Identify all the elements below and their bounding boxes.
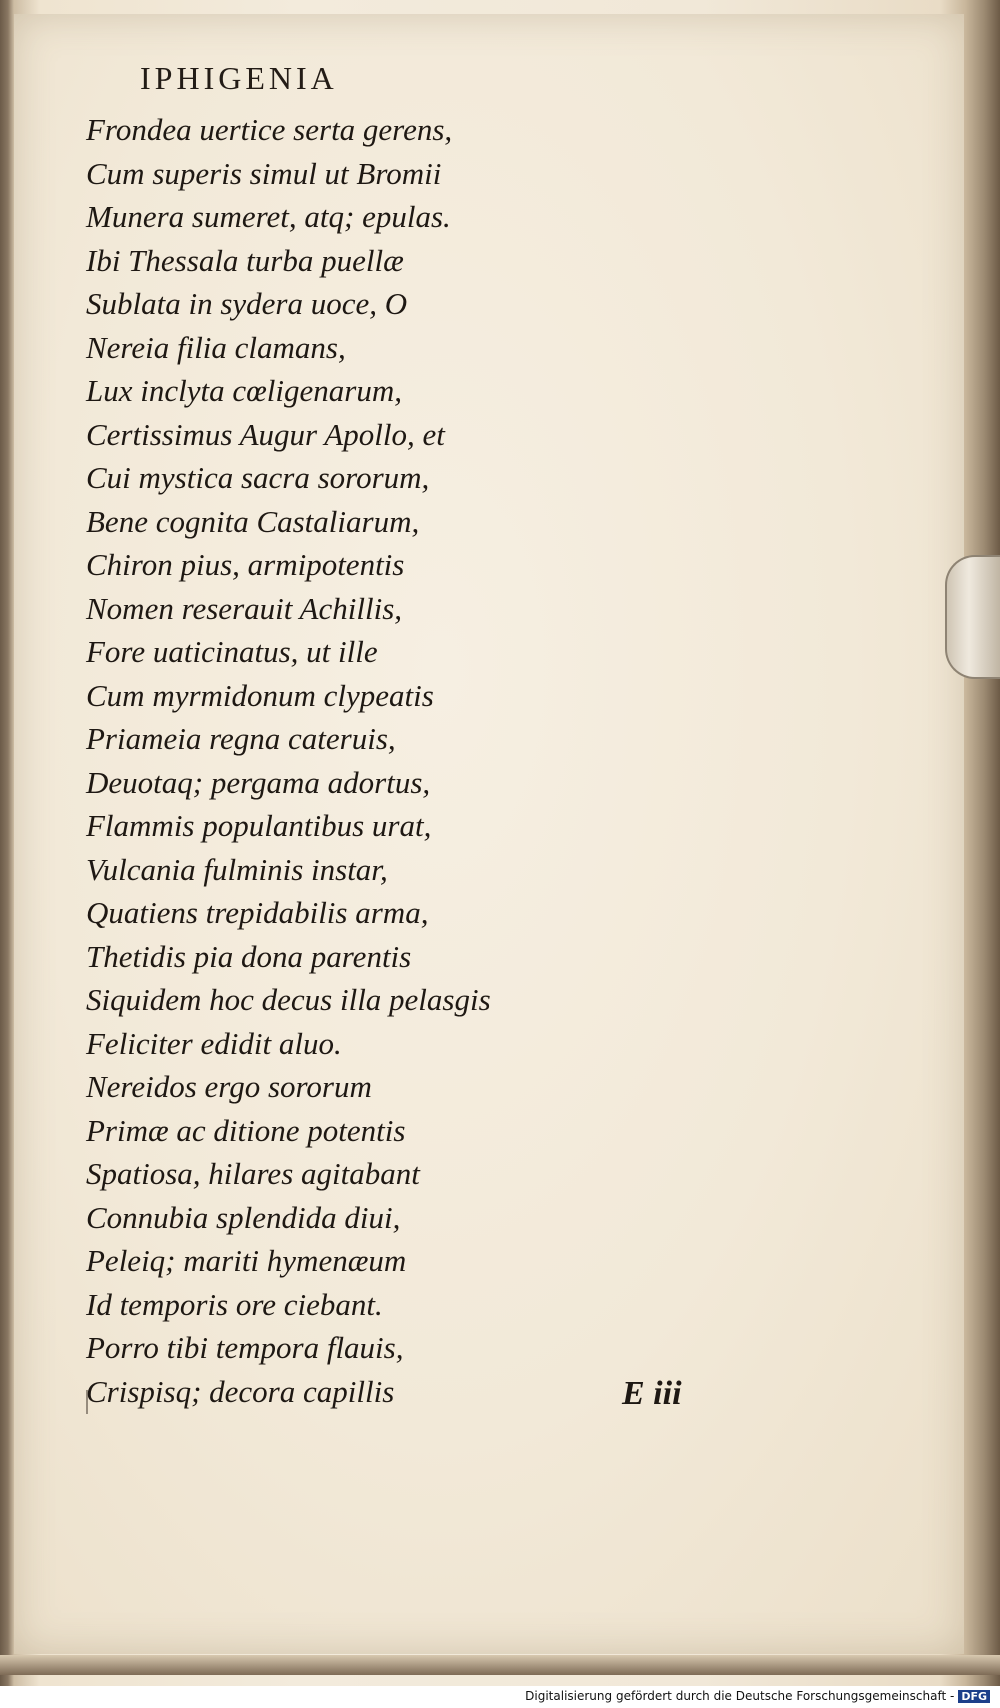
verse-line: Siquidem hoc decus illa pelasgis — [86, 982, 491, 1017]
verse-line: Cum myrmidonum clypeatis — [86, 677, 434, 713]
footer-text: Digitalisierung gefördert durch die Deutsche Forschungsgemeinschaft - — [525, 1689, 955, 1703]
margin-mark — [86, 1390, 96, 1414]
verse-line: Spatiosa, hilares agitabant — [86, 1156, 420, 1191]
verse-line: Ibi Thessala turba puellæ — [86, 242, 404, 278]
verse-line: Flammis populantibus urat, — [86, 808, 432, 843]
page-edge — [0, 1655, 1000, 1675]
verse-line: Bene cognita Castaliarum, — [86, 503, 420, 539]
signature-mark: E iii — [622, 1375, 682, 1412]
verse-line: Thetidis pia dona parentis — [86, 938, 412, 974]
verse-line: Fore uaticinatus, ut ille — [86, 634, 378, 669]
digitization-footer — [521, 1688, 994, 1704]
verse-list — [86, 108, 491, 1413]
verse-line: Chiron pius, armipotentis — [86, 547, 405, 582]
verse-line: Primæ ac ditione potentis — [86, 1112, 406, 1148]
verse-line: Deuotaq; pergama adortus, — [86, 764, 431, 800]
verse-line: Crispisq; decora capillis — [86, 1373, 395, 1409]
verse-line: Nereidos ergo sororum — [86, 1069, 372, 1104]
running-title: IPHIGENIA — [140, 60, 338, 96]
verse-line: Quatiens trepidabilis arma, — [86, 895, 429, 930]
verse-line: Priameia regna cateruis, — [86, 721, 396, 756]
page-tab-marker — [945, 555, 1000, 679]
verse-line: Munera sumeret, atq; epulas. — [86, 199, 451, 234]
verse-line: Lux inclyta cœligenarum, — [86, 373, 402, 408]
verse-line: Id temporis ore ciebant. — [86, 1286, 383, 1322]
verse-line: Frondea uertice serta gerens, — [86, 112, 453, 147]
verse-line: Connubia splendida diui, — [86, 1199, 401, 1235]
verse-line: Vulcania fulminis instar, — [86, 851, 388, 887]
verse-line: Porro tibi tempora flauis, — [86, 1330, 404, 1365]
verse-line: Nereia filia clamans, — [86, 329, 346, 365]
dfg-logo: DFG — [958, 1690, 990, 1703]
verse-line: Cum superis simul ut Bromii — [86, 155, 442, 191]
verse-line: Peleiq; mariti hymenæum — [86, 1243, 407, 1278]
verse-line: Nomen reserauit Achillis, — [86, 590, 403, 626]
verse-line: Cui mystica sacra sororum, — [86, 460, 430, 495]
verse-line: Sublata in sydera uoce, O — [86, 286, 408, 321]
verse-line: Certissimus Augur Apollo, et — [86, 416, 445, 452]
verse-line: Feliciter edidit aluo. — [86, 1025, 342, 1061]
